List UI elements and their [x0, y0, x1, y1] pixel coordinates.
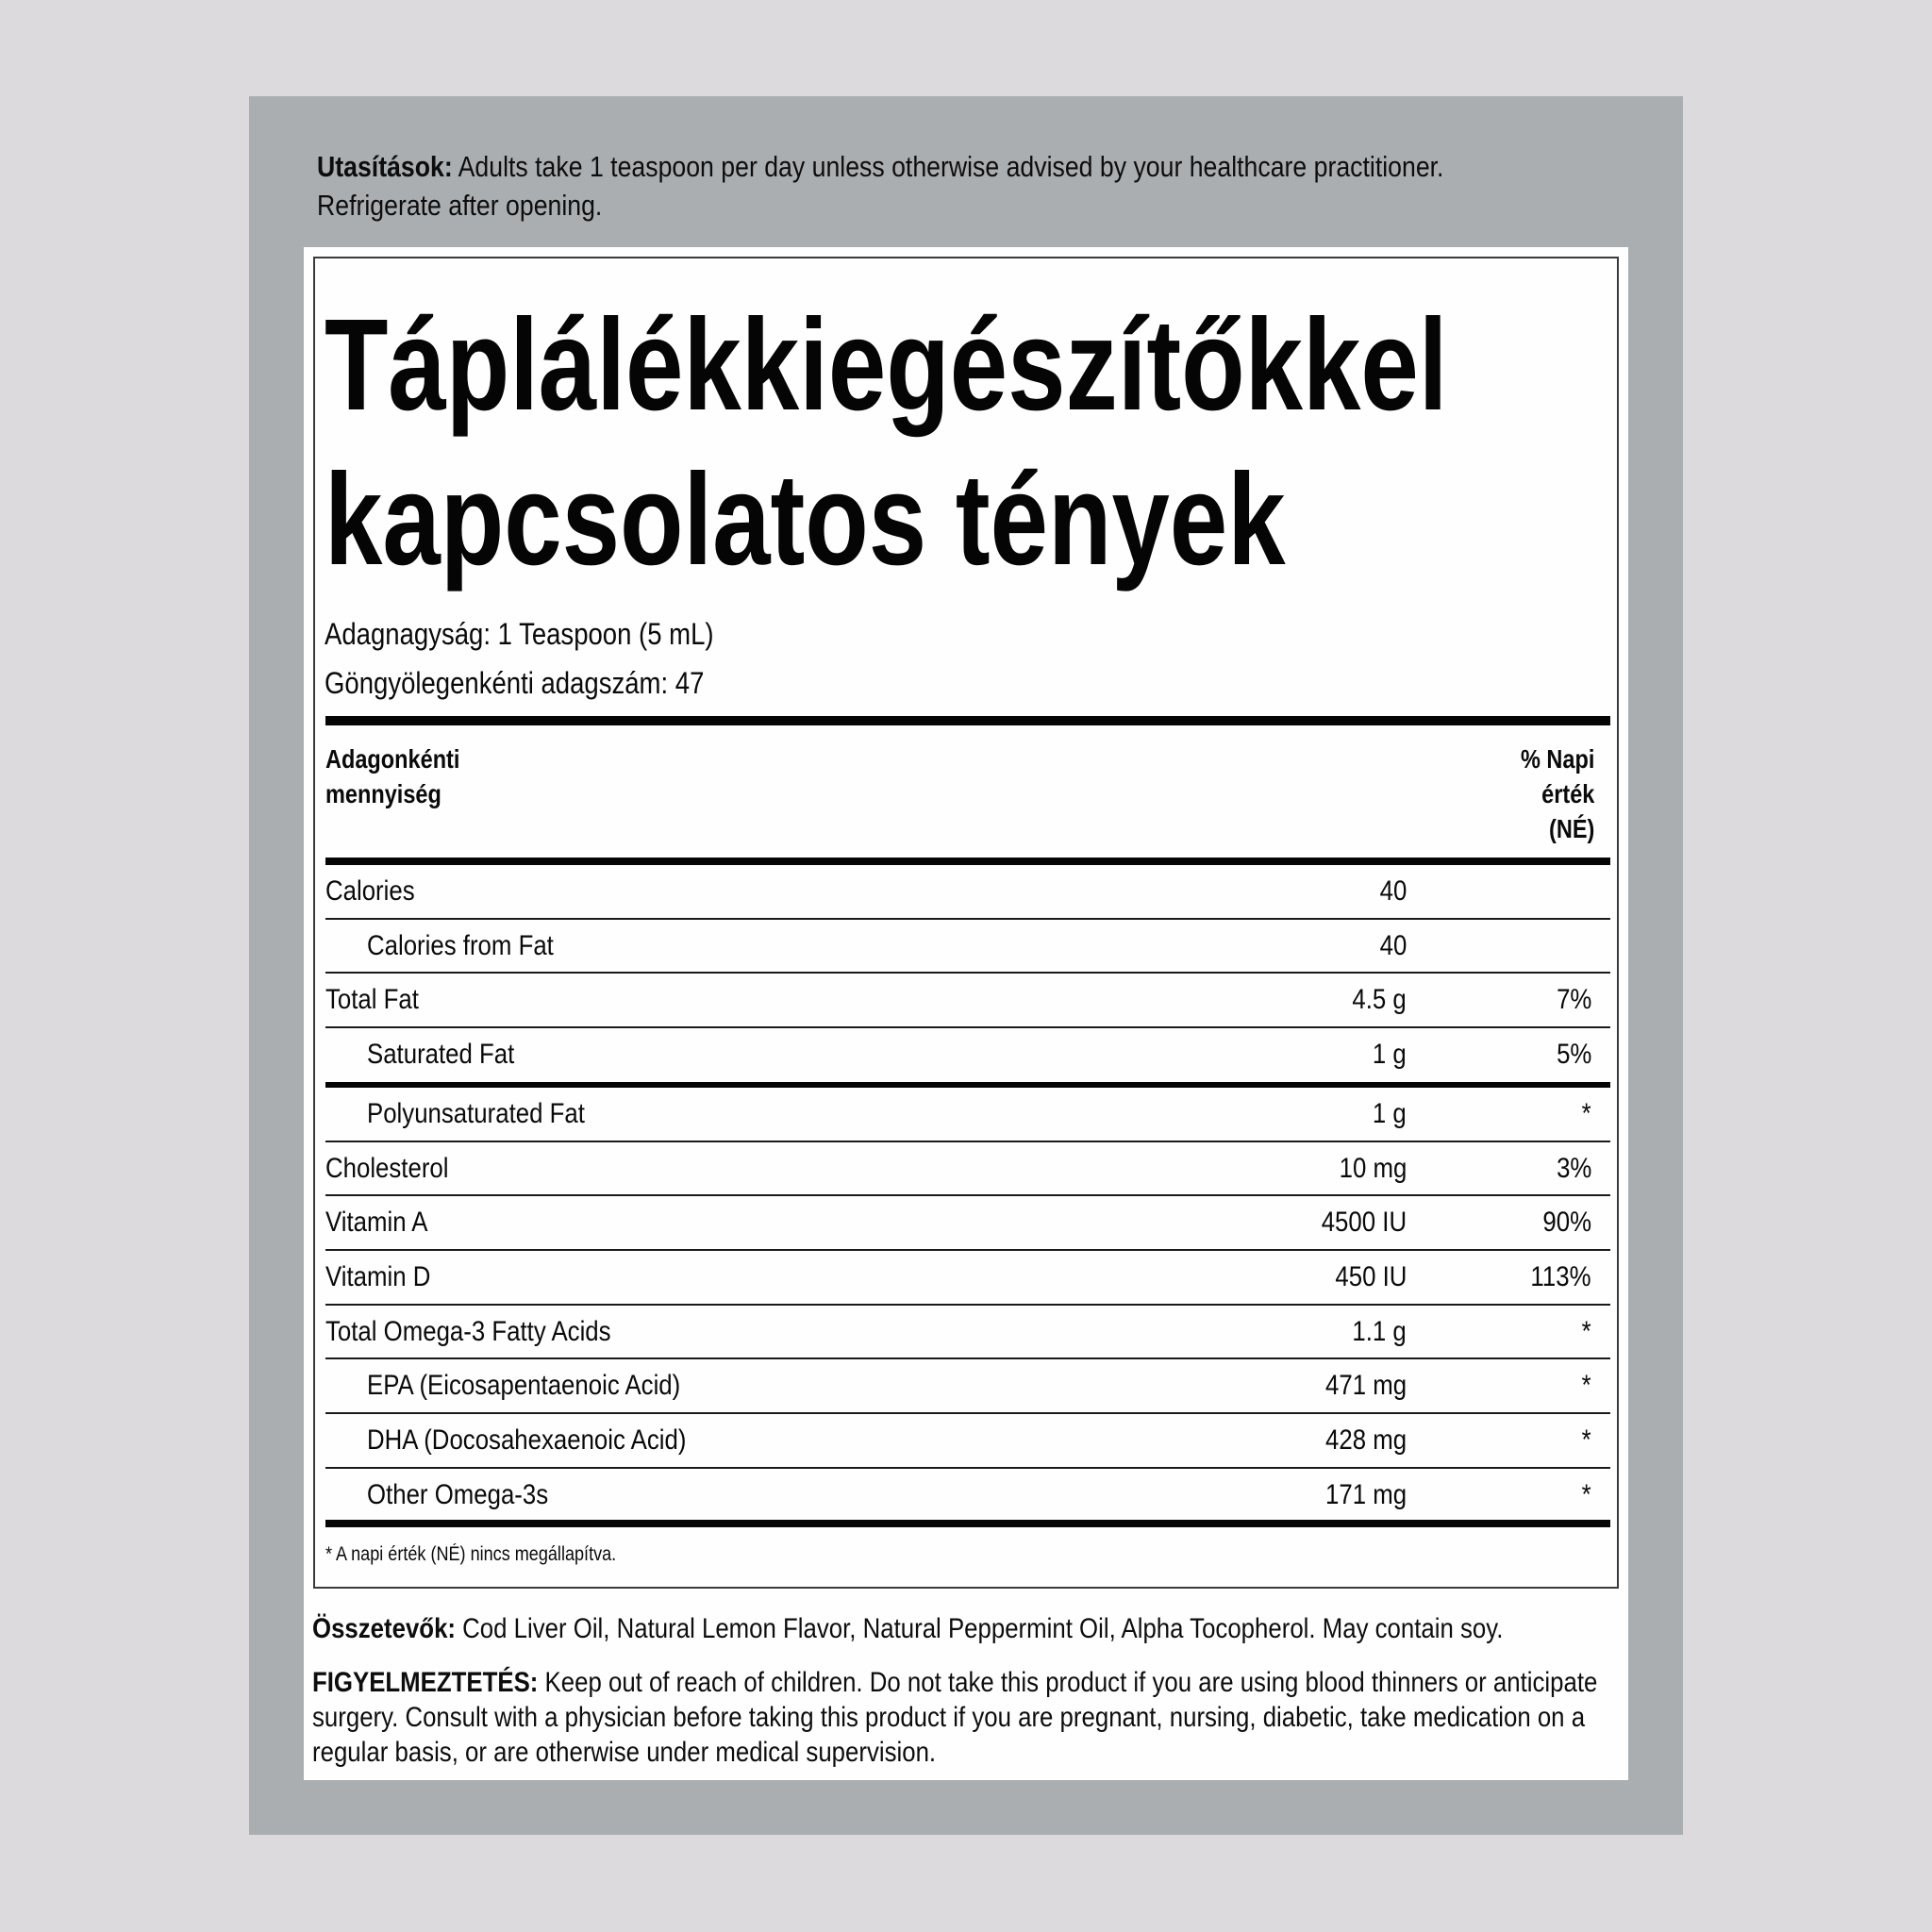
nutrient-daily-value: * [1581, 1098, 1591, 1129]
ingredients-section [312, 1611, 1680, 1646]
directions-section [317, 147, 1638, 225]
nutrient-name: Vitamin D [325, 1261, 431, 1293]
table-row [325, 1028, 1610, 1083]
nutrient-amount: 40 [1379, 929, 1407, 961]
amount-per-serving-header [325, 741, 459, 811]
warnings-section [312, 1665, 1680, 1770]
nutrient-name: Polyunsaturated Fat [367, 1098, 585, 1129]
nutrient-amount: 10 mg [1339, 1152, 1407, 1184]
nutrient-name: Saturated Fat [367, 1039, 515, 1071]
facts-title-line-2: kapcsolatos tények [325, 447, 1286, 592]
nutrient-daily-value: 7% [1556, 984, 1591, 1016]
warnings-text-1: Keep out of reach of children. Do not take this product if you are using blood thinners or anticipate [538, 1667, 1598, 1698]
nutrient-amount: 40 [1379, 875, 1407, 907]
warnings-label: FIGYELMEZTETÉS: [312, 1667, 539, 1698]
nutrient-amount: 471 mg [1324, 1370, 1407, 1402]
nutrient-daily-value: 3% [1556, 1152, 1591, 1184]
nutrient-daily-value: * [1581, 1478, 1591, 1510]
nutrient-daily-value: * [1581, 1370, 1591, 1402]
nutrient-name: Vitamin A [325, 1207, 428, 1239]
warnings-line-1 [312, 1665, 1598, 1700]
header-amount-line-2: mennyiség [325, 779, 441, 808]
serving-size: Adagnagyság: 1 Teaspoon (5 mL) [325, 617, 714, 651]
warnings-line-3: regular basis, or are otherwise under medical supervision. [312, 1737, 937, 1768]
thick-divider [325, 858, 1610, 865]
nutrient-amount: 171 mg [1324, 1478, 1407, 1510]
nutrient-name: Calories from Fat [367, 929, 554, 961]
servings-per-container: Göngyölegenkénti adagszám: 47 [325, 666, 705, 700]
nutrient-name: Total Omega-3 Fatty Acids [325, 1315, 611, 1347]
header-dv-line-1: % Napi [1520, 744, 1594, 774]
nutrient-daily-value: * [1581, 1424, 1591, 1457]
daily-value-footnote: * A napi érték (NÉ) nincs megállapítva. [325, 1543, 617, 1565]
facts-title-line-1: Táplálékkiegészítőkkel [325, 292, 1448, 438]
supplement-facts-box [313, 257, 1619, 1589]
nutrient-amount: 428 mg [1324, 1424, 1407, 1457]
table-row [325, 1469, 1610, 1524]
nutrient-table-continued [325, 1088, 1610, 1524]
directions-line-2: Refrigerate after opening. [317, 189, 603, 222]
nutrient-name: Total Fat [325, 984, 419, 1016]
table-row [325, 1142, 1610, 1197]
nutrient-name: Other Omega-3s [367, 1478, 549, 1510]
nutrient-amount: 450 IU [1334, 1261, 1407, 1293]
nutrient-amount: 1.1 g [1352, 1315, 1407, 1347]
header-dv-line-2: érték [1541, 779, 1594, 808]
thick-divider [325, 1520, 1610, 1527]
directions-line-1 [317, 147, 1453, 186]
nutrient-name: Cholesterol [325, 1152, 449, 1184]
nutrient-amount: 4.5 g [1352, 984, 1407, 1016]
table-row [325, 1196, 1610, 1251]
header-dv-line-3: (NÉ) [1548, 814, 1594, 843]
nutrient-amount: 1 g [1373, 1098, 1407, 1129]
nutrient-amount: 1 g [1373, 1039, 1407, 1071]
table-row [325, 1414, 1610, 1469]
nutrient-daily-value: 113% [1530, 1261, 1591, 1293]
nutrient-name: Calories [325, 875, 415, 907]
thick-divider [325, 716, 1610, 725]
table-row [325, 920, 1610, 974]
directions-label: Utasítások: [317, 150, 453, 183]
ingredients-label: Összetevők: [312, 1613, 457, 1644]
table-row [325, 1359, 1610, 1414]
nutrient-daily-value: 5% [1556, 1039, 1591, 1071]
table-row [325, 1306, 1610, 1360]
header-amount-line-1: Adagonkénti [325, 744, 460, 774]
nutrient-table [325, 865, 1610, 1083]
daily-value-header [1521, 741, 1594, 846]
nutrient-daily-value: * [1581, 1315, 1591, 1347]
warnings-line-2: surgery. Consult with a physician before taking this product if you are pregnant, nursing, diabetic, take medication on a [312, 1702, 1586, 1733]
nutrient-daily-value: 90% [1542, 1207, 1591, 1239]
ingredients-text: Cod Liver Oil, Natural Lemon Flavor, Natural Peppermint Oil, Alpha Tocopherol. May contain soy. [456, 1613, 1504, 1644]
nutrient-amount: 4500 IU [1321, 1207, 1407, 1239]
table-row [325, 865, 1610, 920]
table-row [325, 974, 1610, 1028]
ingredients-line [312, 1611, 1504, 1646]
nutrient-name: DHA (Docosahexaenoic Acid) [367, 1424, 687, 1457]
directions-text: Adults take 1 teaspoon per day unless otherwise advised by your healthcare practitioner. [452, 150, 1444, 183]
table-row [325, 1251, 1610, 1306]
nutrient-name: EPA (Eicosapentaenoic Acid) [367, 1370, 681, 1402]
table-row [325, 1088, 1610, 1142]
